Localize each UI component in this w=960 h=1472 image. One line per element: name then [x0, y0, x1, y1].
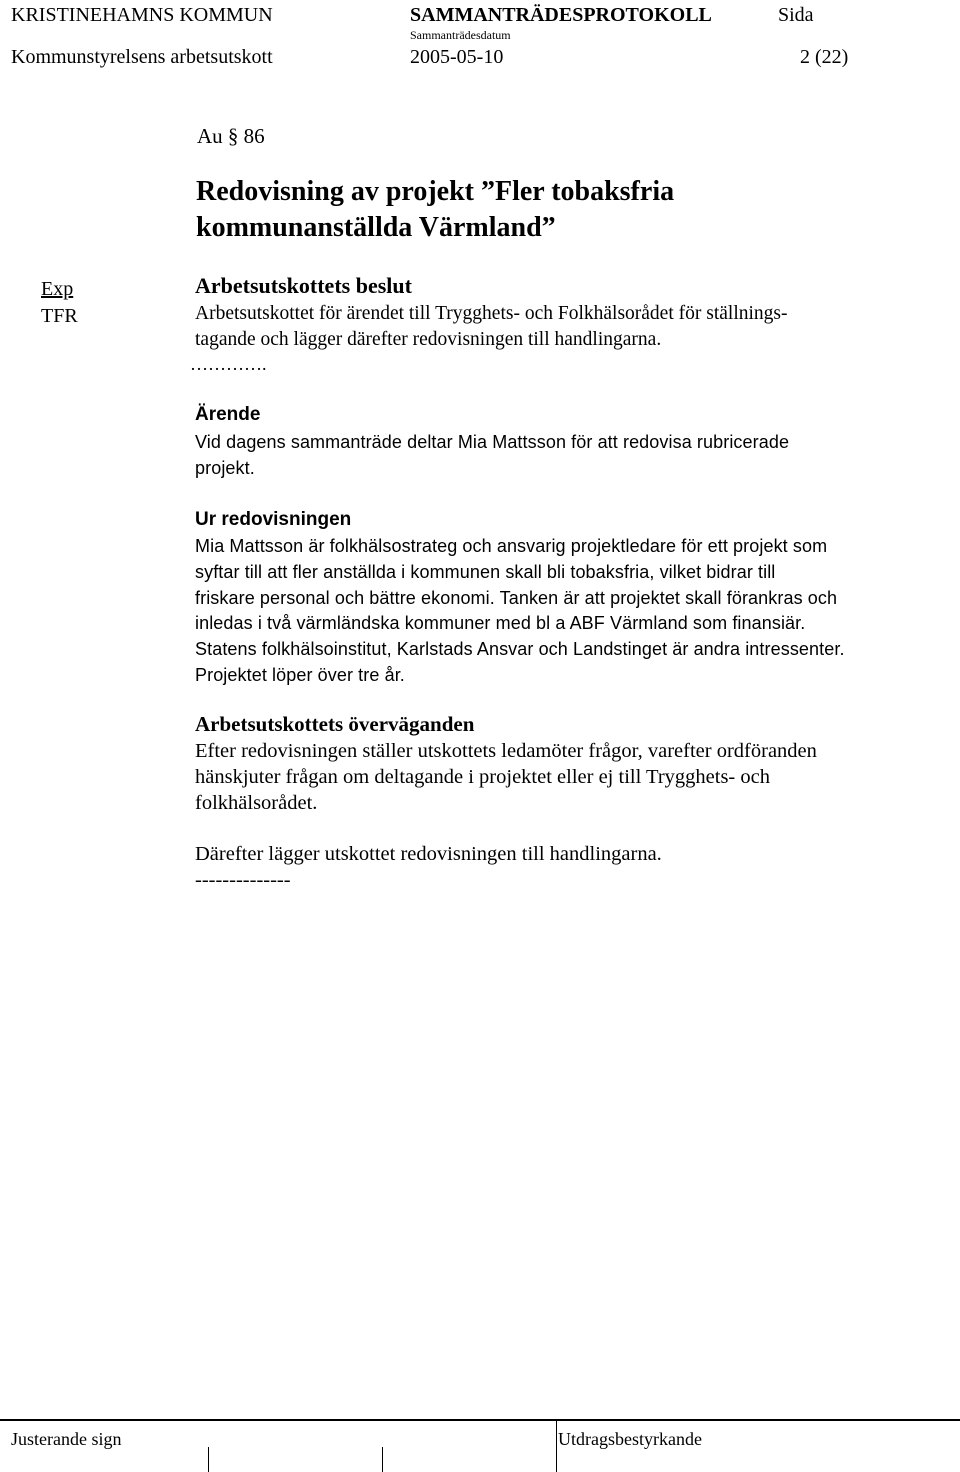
page-title-line-1: Redovisning av projekt ”Fler tobaksfria	[196, 176, 675, 207]
signature-box-divider	[556, 1419, 557, 1472]
footer-extract-label: Utdragsbestyrkande	[558, 1429, 702, 1449]
page-title-line-2: kommunanställda Värmland”	[196, 212, 556, 243]
page-label: Sida	[778, 4, 814, 26]
municipality-name: KRISTINEHAMNS KOMMUN	[11, 4, 273, 26]
margin-note-exp: Exp	[41, 278, 74, 300]
paragraph-number: Au § 86	[197, 124, 265, 148]
report-line: Mia Mattsson är folkhälsostrateg och ansvarig projektledare för ett projekt som	[195, 536, 828, 556]
report-line: syftar till att fler anställda i kommunen skall bli tobaksfria, vilket bidrar till	[195, 562, 776, 582]
report-line: Projektet löper över tre år.	[195, 665, 405, 685]
matter-heading: Ärende	[195, 404, 261, 425]
end-dashes: --------------	[195, 869, 291, 891]
decision-line-1: Arbetsutskottet för ärendet till Trygghets- och Folkhälsorådet för ställnings-	[195, 303, 788, 324]
considerations-closing: Därefter lägger utskottet redovisningen till handlingarna.	[195, 843, 662, 865]
meeting-date-label: Sammanträdesdatum	[410, 28, 511, 42]
considerations-line: hänskjuter frågan om deltagande i projektet eller ej till Trygghets- och	[195, 766, 770, 788]
report-line: Statens folkhälsoinstitut, Karlstads Ansvar och Landstinget är andra intressenter.	[195, 639, 845, 659]
decision-line-2: tagande och lägger därefter redovisningen till handlingarna.	[195, 329, 662, 350]
meeting-date: 2005-05-10	[410, 46, 504, 68]
matter-line-1: Vid dagens sammanträde deltar Mia Mattsson för att redovisa rubricerade	[195, 432, 790, 452]
footer-divider	[0, 1419, 960, 1421]
report-line: inledas i två värmländska kommuner med bl a ABF Värmland som finansiär.	[195, 613, 806, 633]
decision-heading: Arbetsutskottets beslut	[195, 273, 412, 298]
considerations-line: folkhälsorådet.	[195, 792, 318, 814]
footer-sign-label: Justerande sign	[11, 1429, 122, 1449]
report-heading: Ur redovisningen	[195, 509, 352, 530]
margin-note-tfr: TFR	[41, 305, 78, 327]
committee-name: Kommunstyrelsens arbetsutskott	[11, 46, 273, 68]
page-number: 2 (22)	[800, 46, 849, 68]
matter-line-2: projekt.	[195, 458, 255, 478]
signature-box-divider	[208, 1447, 209, 1472]
decision-dots: ………….	[190, 354, 267, 374]
signature-box-divider	[382, 1447, 383, 1472]
considerations-heading: Arbetsutskottets överväganden	[195, 712, 475, 736]
considerations-line: Efter redovisningen ställer utskottets ledamöter frågor, varefter ordföranden	[195, 740, 817, 762]
document-type: SAMMANTRÄDESPROTOKOLL	[410, 4, 712, 26]
report-line: friskare personal och bättre ekonomi. Tanken är att projektet skall förankras och	[195, 588, 838, 608]
